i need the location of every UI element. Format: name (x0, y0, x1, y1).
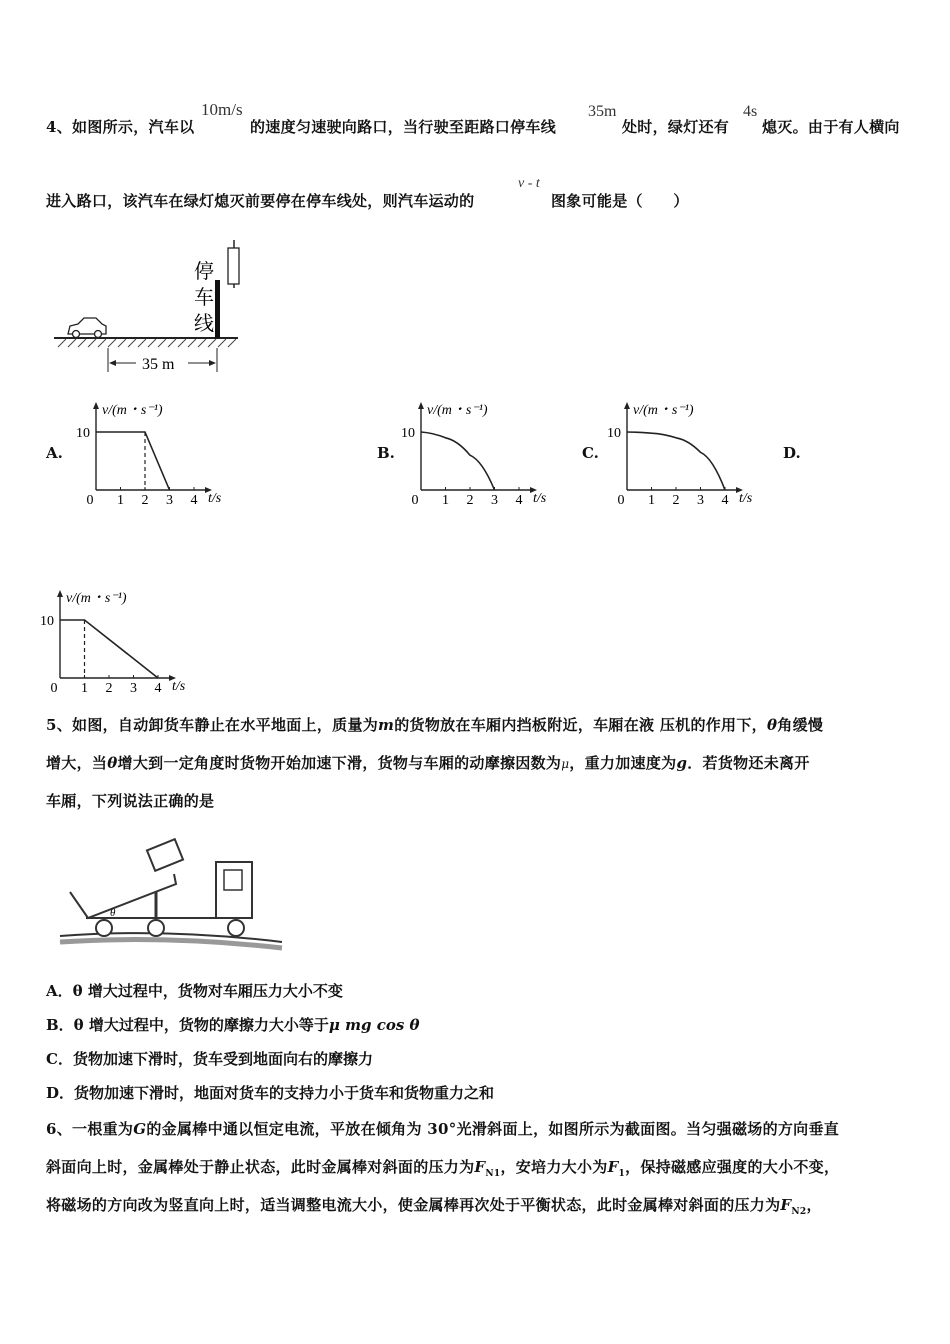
velocity-line (627, 432, 725, 490)
q6-FN2: F (780, 1196, 792, 1214)
q6-G: G (133, 1120, 147, 1138)
t-axis-label: t/s (739, 491, 753, 506)
q5-line2 (46, 752, 810, 773)
stop-line-label-char1: 停 (194, 261, 214, 283)
q4-line1-part1: 4、如图所示，汽车以 (46, 118, 195, 136)
y-tick-label: 10 (40, 614, 54, 629)
stop-line-label-char3: 线 (194, 313, 214, 335)
q6-line3 (46, 1194, 822, 1217)
q6-line1-b: 的金属棒中通以恒定电流，平放在倾角为 30°光滑斜面上，如图所示为截面图。当匀强磁场的方向垂直 (146, 1120, 840, 1138)
graph-d (40, 582, 196, 704)
x-tick-label: 4 (721, 493, 729, 508)
x-tick-label: 1 (117, 493, 124, 508)
y-axis-label: v/(m・s⁻¹) (427, 403, 488, 418)
traffic-light-icon (228, 248, 239, 284)
q5-line1-b: 的货物放在车厢内挡板附近，车厢在液 压机的作用下， (394, 716, 767, 734)
q5-line1-c: 角缓慢 (777, 716, 824, 734)
y-axis-arrow-icon (93, 402, 99, 409)
q5-line2-b: 增大到一定角度时货物开始加速下滑，货物与车厢的动摩擦因数为 (117, 754, 562, 772)
q6-line1-a: 6、一根重为 (46, 1120, 134, 1138)
q5-line2-a: 增大，当 (46, 754, 108, 772)
velocity-line (96, 432, 170, 490)
q6-line3-a: 将磁场的方向改为竖直向上时，适当调整电流大小，使金属棒再次处于平衡状态，此时金属棒对斜面的压力为 (46, 1196, 781, 1214)
wheel-front-icon (228, 920, 244, 936)
q4-vt-label: v - t (518, 176, 540, 191)
x-tick-label: 1 (442, 493, 449, 508)
y-axis-label: v/(m・s⁻¹) (102, 403, 163, 418)
x-tick-label: 3 (697, 493, 704, 508)
t-axis-label: t/s (208, 491, 222, 506)
x-tick-label: 3 (166, 493, 173, 508)
x-tick-label: 2 (466, 493, 474, 508)
q6-line2-a: 斜面向上时，金属棒处于静止状态，此时金属棒对斜面的压力为 (46, 1158, 475, 1176)
x-tick-label: 2 (141, 493, 149, 508)
q4-time-value: 4s (743, 103, 758, 120)
ground-hatch (58, 339, 236, 347)
x-tick-label: 4 (515, 493, 523, 508)
x-tick-label: 1 (81, 681, 88, 696)
graph-b (401, 394, 557, 516)
velocity-line (421, 432, 495, 490)
t-axis-label: t/s (533, 491, 547, 506)
y-axis-label: v/(m・s⁻¹) (66, 591, 127, 606)
q6-line3-b: ， (806, 1196, 822, 1214)
q4-option-b-label[interactable]: B. (377, 444, 395, 462)
x-tick-label: 0 (617, 493, 625, 508)
x-tick-label: 4 (190, 493, 198, 508)
q4-speed-value: 10m/s (201, 100, 243, 119)
cargo-box (147, 839, 183, 871)
q5-option-b[interactable] (46, 1014, 420, 1035)
stop-line-post (215, 280, 220, 338)
y-tick-label: 10 (607, 426, 621, 441)
q5-truck-figure (56, 832, 288, 956)
distance-label: 35 m (142, 356, 175, 373)
y-axis-arrow-icon (57, 590, 63, 597)
q6-F1: F (607, 1158, 619, 1176)
q5-line2-d: ．若货物还未离开 (687, 754, 810, 772)
q4-line1-part3: 处时，绿灯还有 (622, 118, 730, 136)
wheel-mid-icon (148, 920, 164, 936)
q4-line1-part4: 熄灭。由于有人横向 (762, 118, 900, 136)
x-tick-label: 2 (672, 493, 680, 508)
q5-line1 (46, 714, 823, 735)
cab-window (224, 870, 242, 890)
q6-line2-c: ，保持磁感应强度的大小不变， (625, 1158, 840, 1176)
y-axis-arrow-icon (624, 402, 630, 409)
graph-c (607, 394, 763, 516)
x-tick-label: 0 (411, 493, 419, 508)
t-axis-label: t/s (172, 679, 186, 694)
x-tick-label: 3 (491, 493, 498, 508)
q6-line2-b: ，安培力大小为 (500, 1158, 608, 1176)
q5-option-c[interactable]: C．货物加速下滑时，货车受到地面向右的摩擦力 (46, 1050, 373, 1068)
q5-option-b-formula: μ mg cos θ (328, 1016, 420, 1034)
x-tick-label: 0 (86, 493, 94, 508)
truck-bed (70, 874, 176, 918)
q5-option-a[interactable]: A．θ 增大过程中，货物对车厢压力大小不变 (46, 982, 343, 1000)
q4-distance-value: 35m (588, 103, 617, 120)
x-tick-label: 4 (154, 681, 162, 696)
y-axis-label: v/(m・s⁻¹) (633, 403, 694, 418)
q4-option-d-label[interactable]: D. (783, 444, 801, 462)
q5-option-d[interactable]: D．货物加速下滑时，地面对货车的支持力小于货车和货物重力之和 (46, 1084, 495, 1102)
q4-line2-part1: 进入路口，该汽车在绿灯熄灭前要停在停车线处，则汽车运动的 (46, 192, 475, 210)
q6-FN1: F (474, 1158, 486, 1176)
q6-line1 (46, 1118, 839, 1139)
x-tick-label: 1 (648, 493, 655, 508)
q5-line1-a: 5、如图，自动卸货车静止在水平地面上，质量为 (46, 716, 379, 734)
x-tick-label: 2 (105, 681, 113, 696)
q4-line2-part2: 图象可能是（ ） (551, 192, 689, 210)
stop-line-label-char2: 车 (194, 287, 214, 309)
q5-option-b-text: B．θ 增大过程中，货物的摩擦力大小等于 (46, 1016, 329, 1034)
ground-shade (60, 940, 282, 948)
q5-theta: θ (766, 716, 778, 734)
q6-FN1-sub: N1 (485, 1169, 501, 1179)
q5-line3: 车厢，下列说法正确的是 (46, 792, 215, 810)
q5-mu: μ (561, 757, 570, 771)
q5-theta-2: θ (107, 754, 118, 772)
x-tick-label: 3 (130, 681, 137, 696)
graph-a (76, 394, 232, 516)
y-tick-label: 10 (401, 426, 415, 441)
y-tick-label: 10 (76, 426, 90, 441)
q6-line2 (46, 1156, 839, 1179)
q5-line2-c: ，重力加速度为 (569, 754, 677, 772)
y-axis-arrow-icon (418, 402, 424, 409)
q6-FN2-sub: N2 (791, 1207, 807, 1217)
fig-theta-label: θ (110, 907, 116, 919)
velocity-line (60, 620, 158, 678)
x-tick-label: 0 (50, 681, 58, 696)
q5-g: g (676, 754, 688, 772)
q6-F1-sub: 1 (618, 1169, 626, 1179)
wheel-rear-icon (96, 920, 112, 936)
q5-m: m (378, 716, 395, 734)
q4-option-a-label[interactable]: A. (46, 444, 63, 462)
car-icon (68, 318, 106, 338)
q4-line1-part2: 的速度匀速驶向路口，当行驶至距路口停车线 (250, 118, 557, 136)
q4-road-figure (52, 232, 252, 380)
q4-option-c-label[interactable]: C. (582, 444, 599, 462)
